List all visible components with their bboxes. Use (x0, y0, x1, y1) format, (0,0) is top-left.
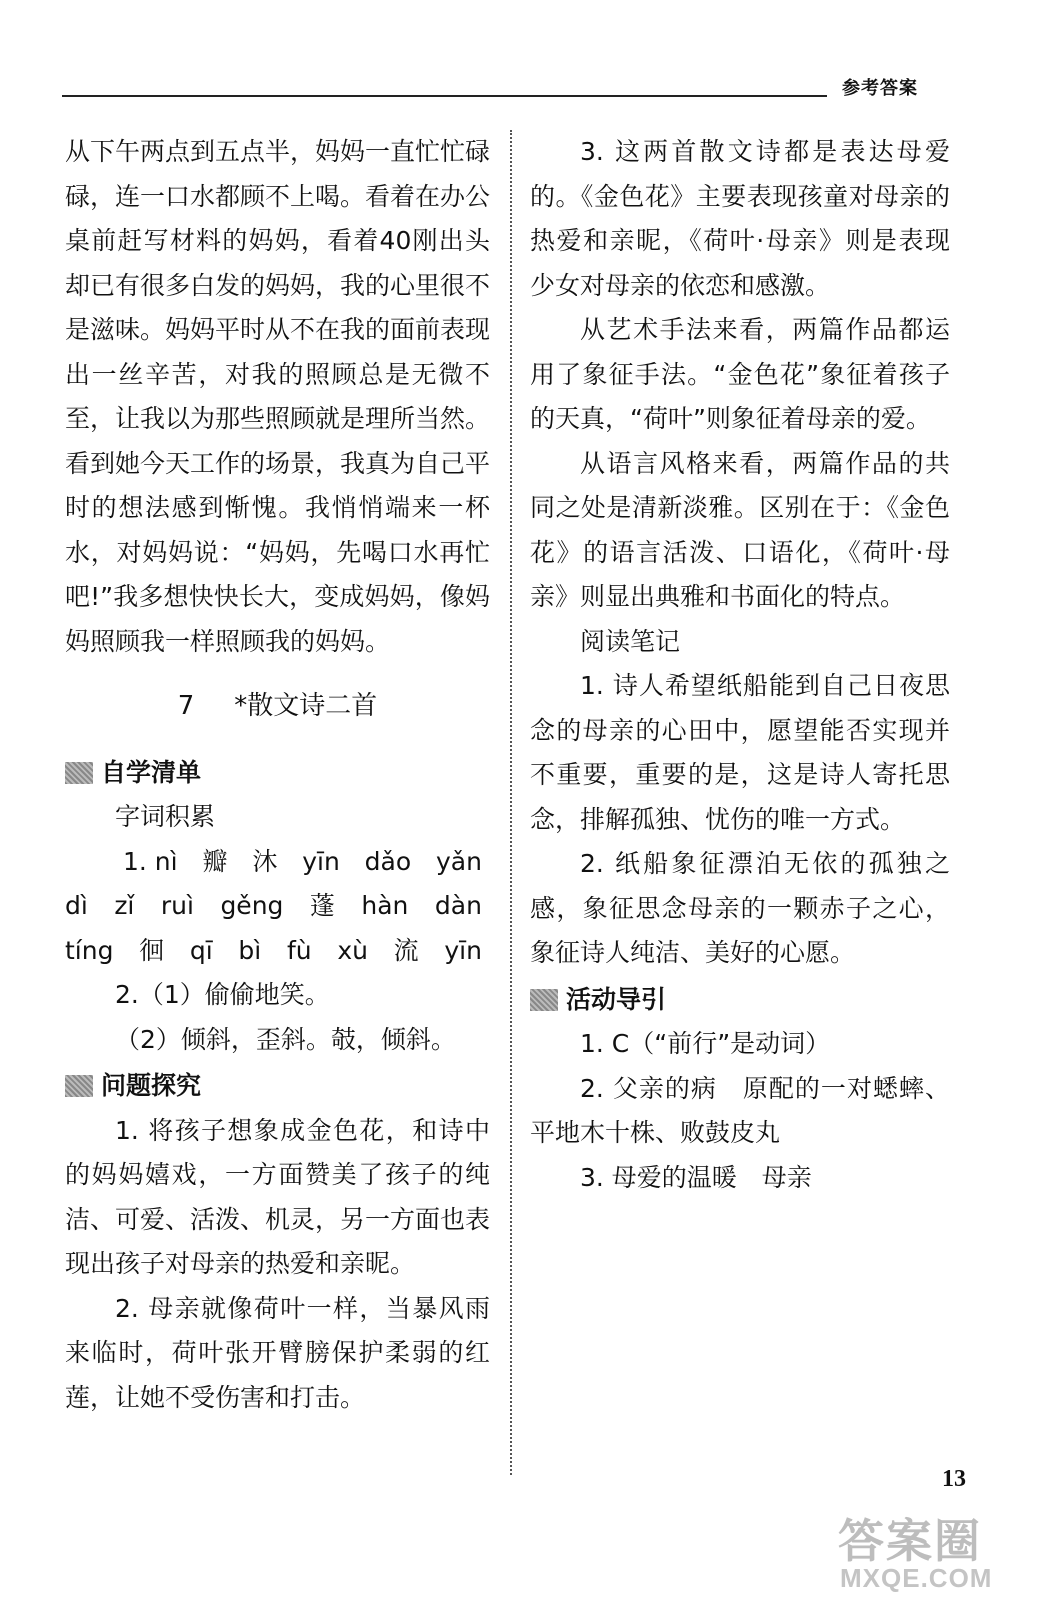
answer-item: （2）倾斜，歪斜。攲，倾斜。 (115, 1024, 456, 1054)
pinyin-item: 沐 (252, 846, 278, 876)
answer-item: 1. 诗人希望纸船能到自己日夜思念的母亲的心田中，愿望能否实现并不重要，重要的是，这是诗人寄托思念，排解孤独、忧伤的唯一方式。 (530, 671, 950, 834)
answer-item: 3. 母爱的温暖 母亲 (580, 1162, 812, 1192)
watermark (838, 1505, 1038, 1595)
pinyin-row-1 (65, 840, 490, 885)
pinyin-item: 流 (393, 935, 419, 965)
left-column (65, 130, 490, 1420)
section-heading-activity (530, 978, 950, 1023)
subsection-title: 字词积累 (115, 802, 216, 831)
pinyin-item: xù (337, 935, 368, 965)
pinyin-item: yīn (302, 846, 340, 876)
header-rule (62, 95, 827, 97)
section-heading-self-study (65, 751, 490, 796)
chapter-number: 7 (177, 691, 195, 721)
pinyin-item: gěng (220, 891, 284, 920)
answer-item: 2.（1）偷偷地笑。 (115, 980, 330, 1009)
subsection-title: 阅读笔记 (580, 626, 681, 656)
pinyin-item: yǎn (436, 846, 482, 876)
answer-item: 2. 母亲就像荷叶一样，当暴风雨来临时，荷叶张开臂膀保护柔弱的红莲，让她不受伤害和打击。 (65, 1293, 490, 1412)
pinyin-item: qī (189, 935, 213, 965)
answer-item: 1. 将孩子想象成金色花，和诗中的妈妈嬉戏，一方面赞美了孩子的纯洁、可爱、活泼、机灵，另一方面也表现出孩子对母亲的热爱和亲昵。 (65, 1115, 491, 1278)
pinyin-item: hàn (361, 891, 409, 920)
pinyin-item: 瓣 (202, 846, 228, 876)
section-title: 活动导引 (566, 984, 667, 1014)
column-divider (510, 130, 512, 1475)
pinyin-row-2 (65, 884, 490, 929)
pinyin-item: dǎo (364, 846, 412, 876)
pinyin-item: yīn (444, 935, 482, 965)
pinyin-item: 1. nì (123, 846, 178, 876)
section-title: 问题探究 (101, 1071, 202, 1100)
right-column (530, 130, 950, 1200)
section-marker-icon (65, 762, 93, 784)
chapter-title (65, 684, 490, 729)
pinyin-item: tíng (65, 935, 114, 965)
page-number: 13 (942, 1466, 966, 1492)
pinyin-row-3 (65, 929, 490, 974)
section-marker-icon (65, 1075, 93, 1097)
answer-item: 2. 父亲的病 原配的一对蟋蟀、平地木十株、败鼓皮丸 (530, 1073, 950, 1147)
header-title: 参考答案 (842, 78, 918, 99)
pinyin-item: zǐ (114, 891, 135, 920)
chapter-name: *散文诗二首 (234, 691, 378, 721)
pinyin-item: 徊 (139, 935, 165, 965)
pinyin-item: ruì (160, 891, 194, 920)
answer-item: 1. C（“前行”是动词） (580, 1029, 831, 1058)
answer-item: 3. 这两首散文诗都是表达母爱的。《金色花》主要表现孩童对母亲的热爱和亲昵，《荷叶·母亲》则是表现少女对母亲的依恋和感激。 (530, 137, 950, 300)
pinyin-item: bì (238, 935, 262, 965)
section-title: 自学清单 (101, 757, 202, 787)
section-marker-icon (530, 989, 558, 1011)
analysis-paragraph: 从艺术手法来看，两篇作品都运用了象征手法。“金色花”象征着孩子的天真，“荷叶”则象征着母亲的爱。 (530, 315, 950, 433)
section-heading-inquiry (65, 1064, 490, 1109)
essay-paragraph: 从下午两点到五点半，妈妈一直忙忙碌碌，连一口水都顾不上喝。看着在办公桌前赶写材料的妈妈，看着40刚出头却已有很多白发的妈妈，我的心里很不是滋味。妈妈平时从不在我的面前表现出一丝辛苦，对我的照顾总是无微不至，让我以为那些照顾就是理所当然。看到她今天工作的场景，我真为自己平时的想法感到惭愧。我悄悄端来一杯水，对妈妈说：“妈妈，先喝口水再忙吧!”我多想快快长大，变成妈妈，像妈妈照顾我一样照顾我的妈妈。 (65, 137, 491, 656)
pinyin-item: dàn (434, 891, 482, 920)
answer-item: 2. 纸船象征漂泊无依的孤独之感，象征思念母亲的一颗赤子之心，象征诗人纯洁、美好的心愿。 (530, 849, 950, 967)
watermark-text: MXQE.COM (840, 1563, 993, 1593)
analysis-paragraph: 从语言风格来看，两篇作品的共同之处是清新淡雅。区别在于：《金色花》的语言活泼、口语化，《荷叶·母亲》则显出典雅和书面化的特点。 (530, 448, 950, 611)
pinyin-item: fù (286, 935, 312, 965)
pinyin-item: dì (65, 891, 88, 920)
pinyin-item: 蓬 (309, 891, 335, 920)
watermark-logo-icon: 答案圈 (838, 1514, 982, 1568)
